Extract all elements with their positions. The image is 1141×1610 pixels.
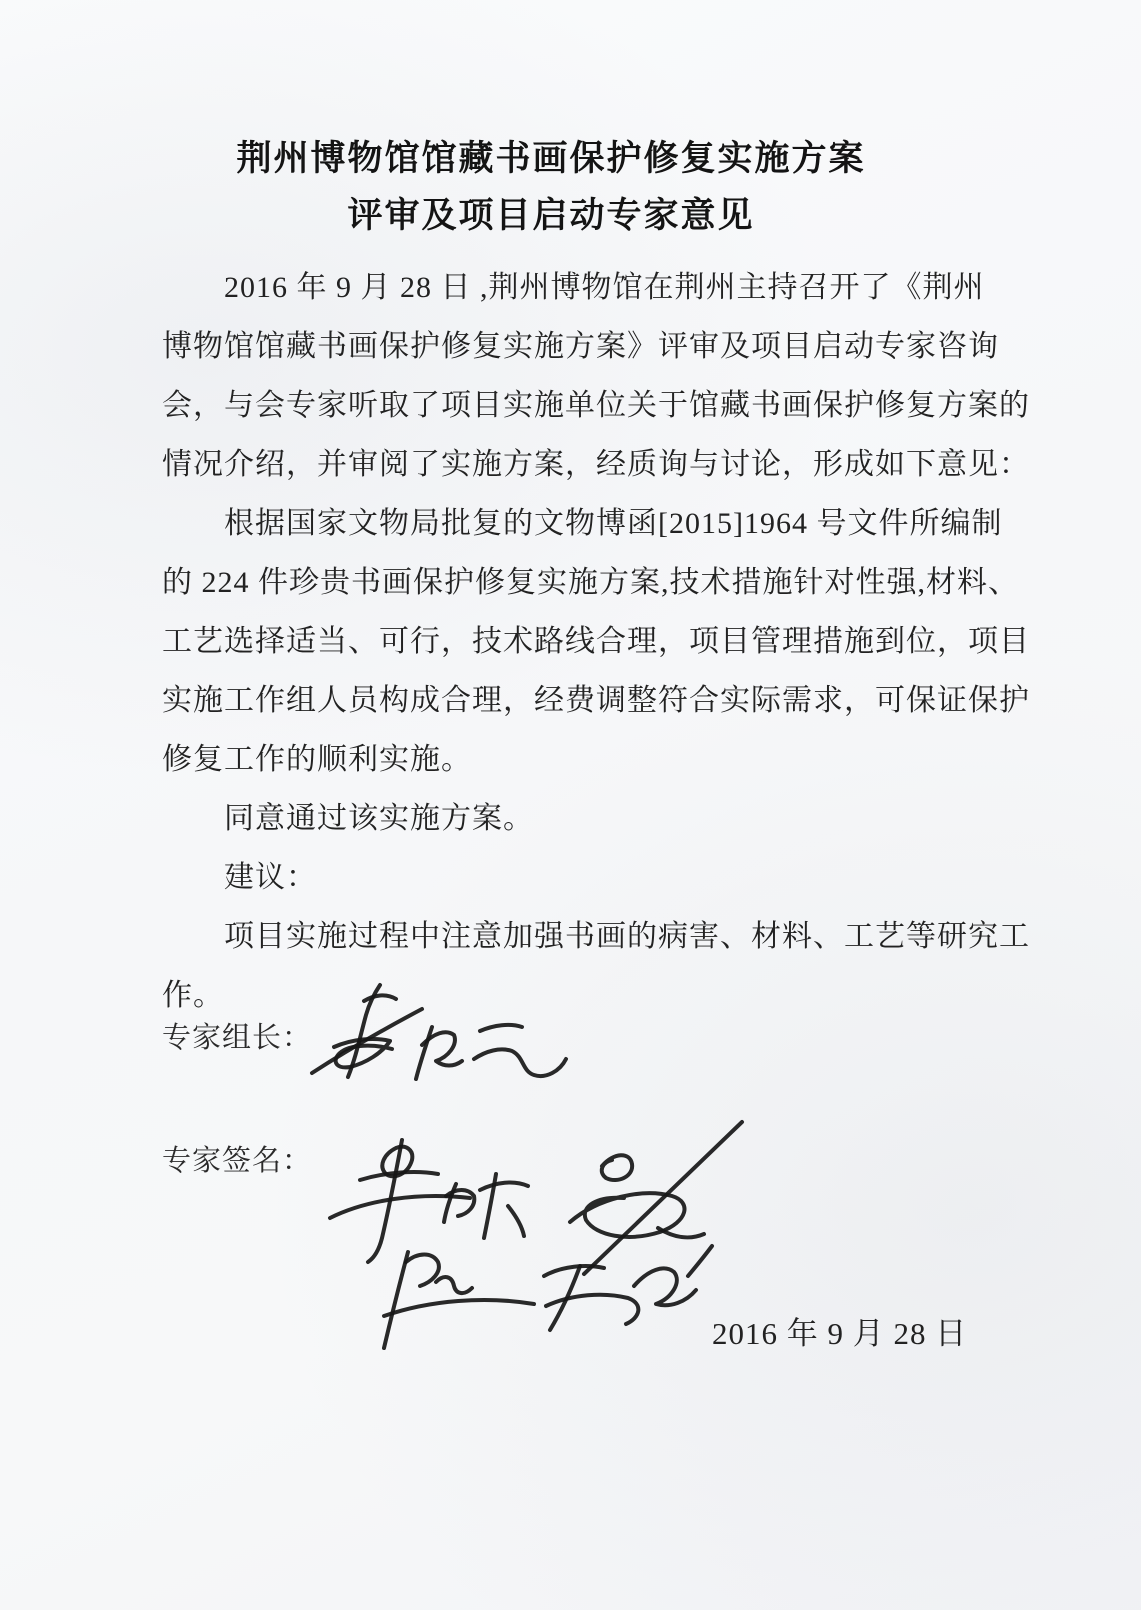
body-line: 的 224 件珍贵书画保护修复实施方案,技术措施针对性强,材料、 [162,566,1019,599]
leader-label: 专家组长： [162,1022,313,1054]
expert-signature-3 [384,1252,534,1348]
expert-signature-4 [544,1246,712,1330]
body-line: 根据国家文物局批复的文物博函[2015]1964 号文件所编制 [162,507,1003,540]
body-line: 工艺选择适当、可行，技术路线合理，项目管理措施到位，项目 [162,625,1030,658]
document-date: 2016 年 9 月 28 日 [712,1316,968,1351]
body-line: 会，与会专家听取了项目实施单位关于馆藏书画保护修复方案的 [162,389,1030,422]
experts-label: 专家签名： [162,1145,313,1177]
title-line-2: 评审及项目启动专家意见 [347,196,755,235]
body-line: 建议： [162,861,317,894]
body-line: 同意通过该实施方案。 [162,802,534,835]
leader-signature-row [162,1015,312,1056]
leader-signature-handwriting-icon [294,973,584,1108]
body-line: 作。 [162,979,224,1012]
body-line: 情况介绍，并审阅了实施方案，经质询与讨论，形成如下意见： [162,448,1030,481]
expert-signature-2 [570,1122,742,1274]
title-line-1: 荆州博物馆馆藏书画保护修复实施方案 [236,139,866,178]
body-line: 2016 年 9 月 28 日 ,荆州博物馆在荆州主持召开了《荆州 [162,271,985,304]
expert-signatures-handwriting-icon [290,1110,760,1360]
document-body [162,258,1030,1025]
document-title [162,130,940,244]
body-line: 实施工作组人员构成合理，经费调整符合实际需求，可保证保护 [162,684,1030,717]
body-line: 修复工作的顺利实施。 [162,743,472,776]
body-line: 项目实施过程中注意加强书画的病害、材料、工艺等研究工 [162,920,1030,953]
expert-signature-1 [330,1140,528,1262]
experts-signature-row [162,1138,312,1179]
document-content [162,130,1030,1025]
body-line: 博物馆馆藏书画保护修复实施方案》评审及项目启动专家咨询 [162,330,999,363]
leader-signature [312,985,566,1079]
